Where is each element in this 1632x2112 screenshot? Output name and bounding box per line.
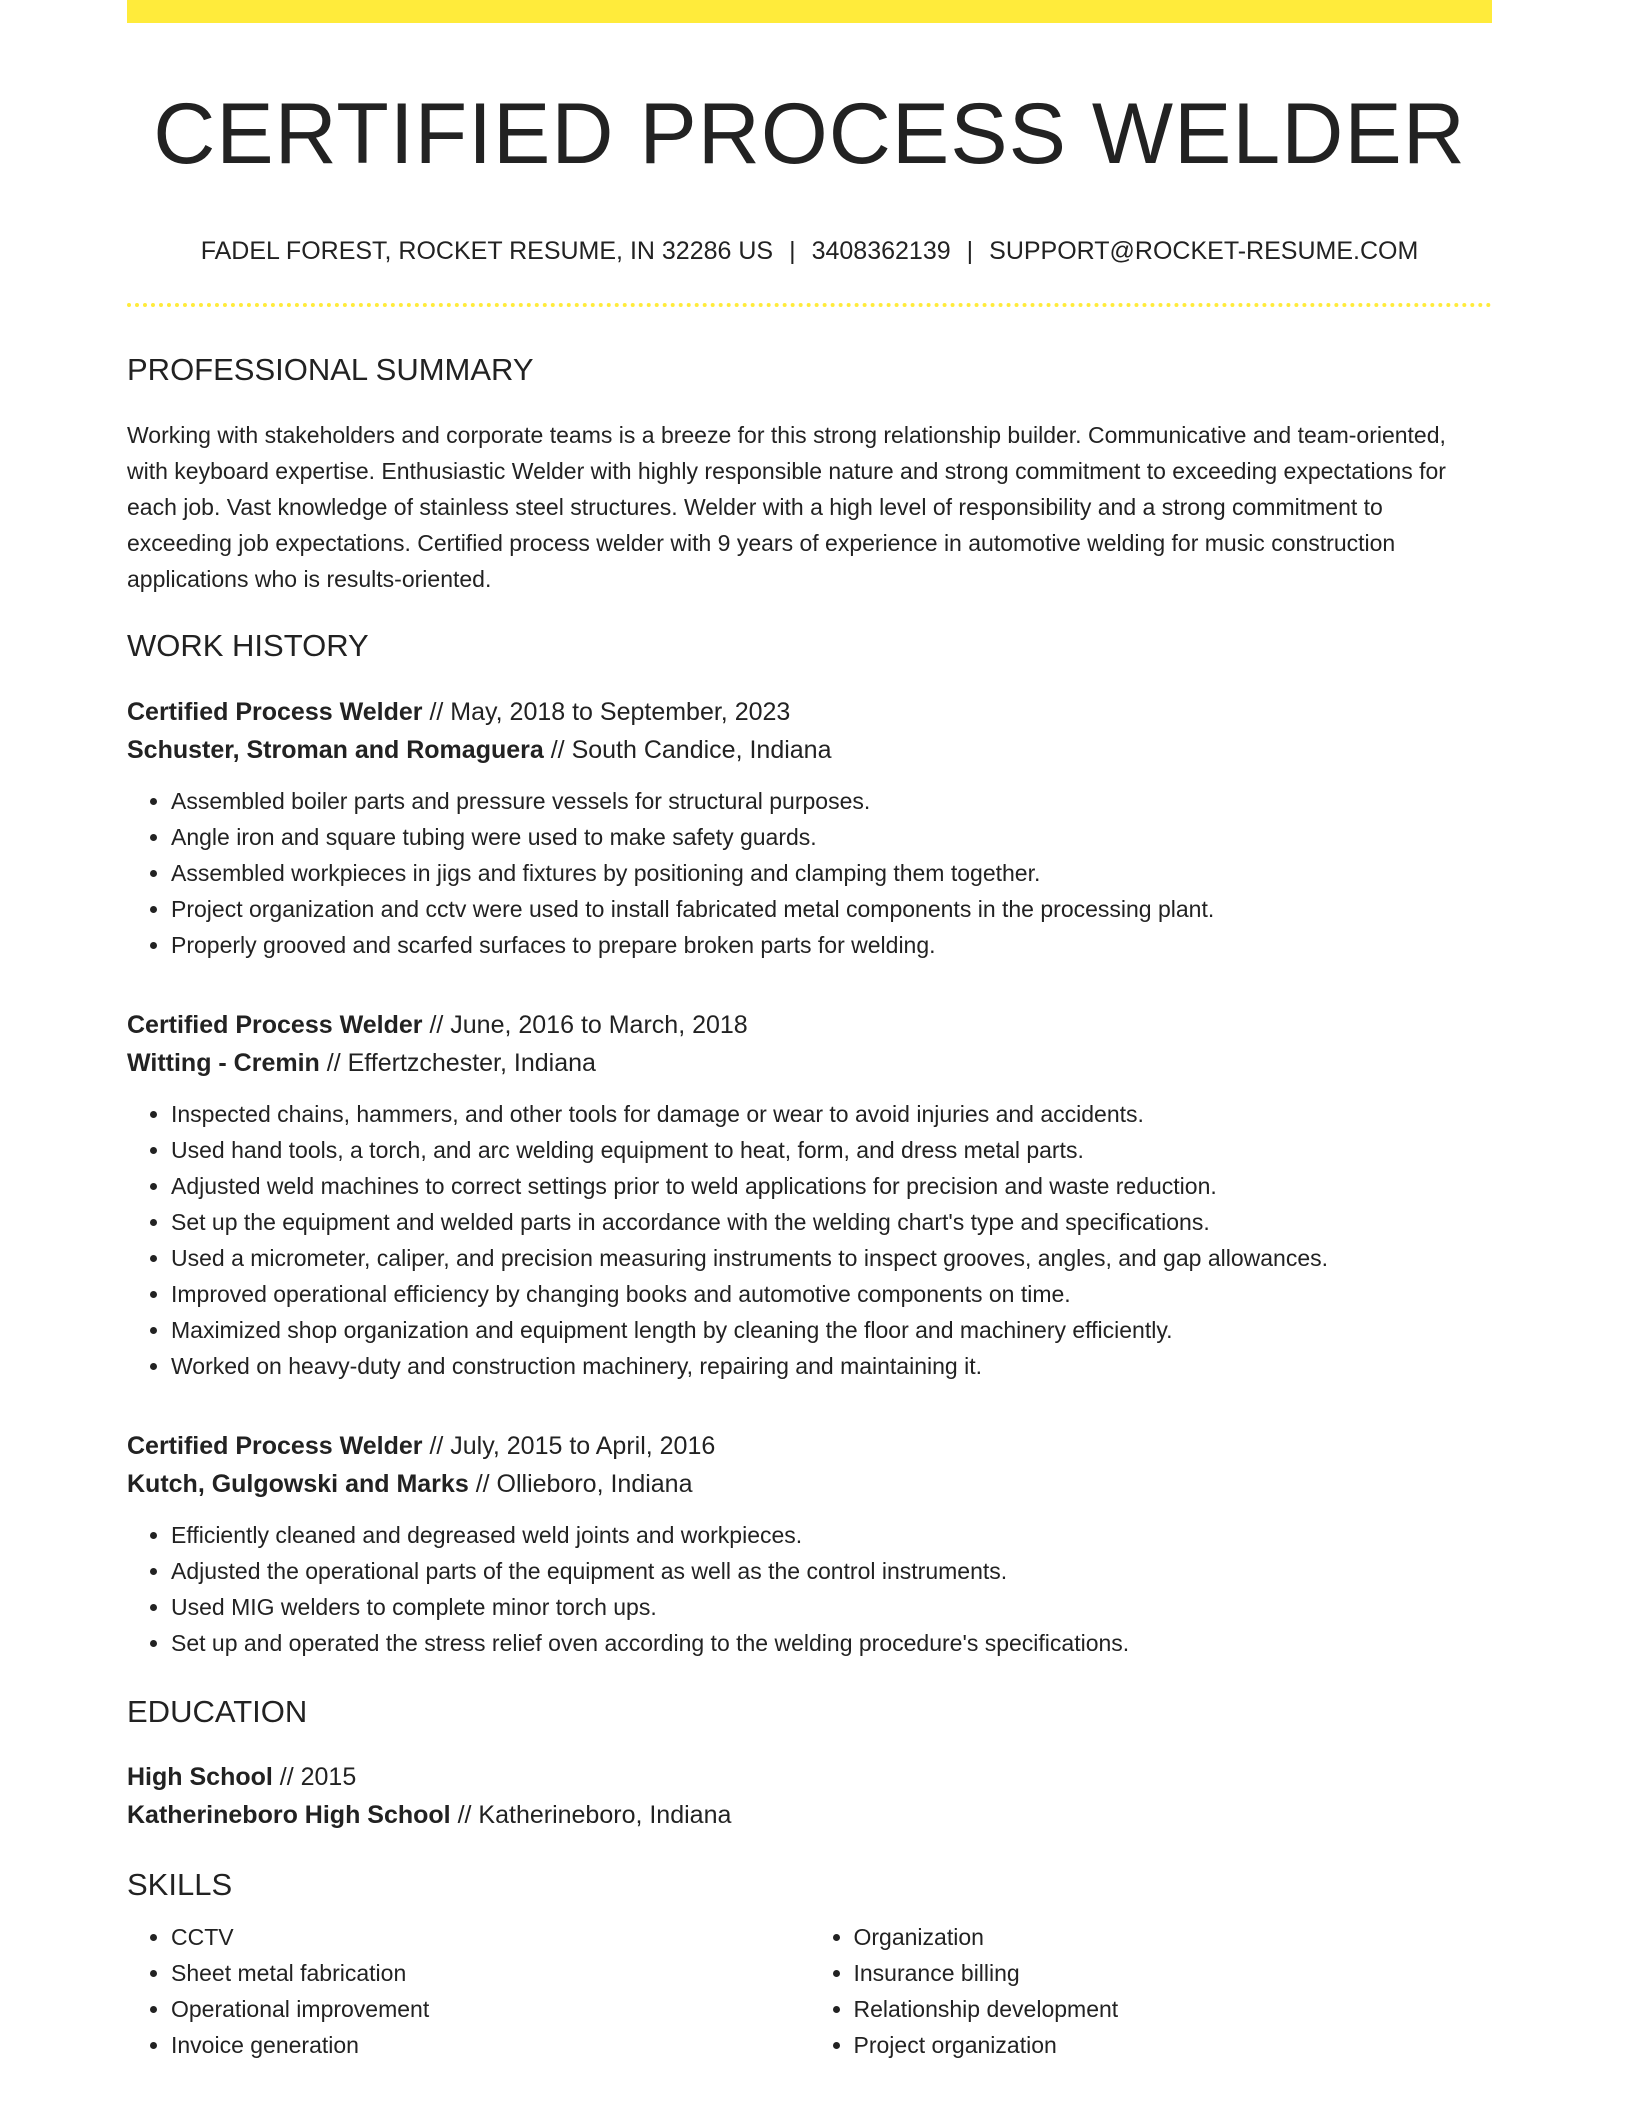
education-location: // Katherineboro, Indiana <box>457 1800 732 1829</box>
skills-column-left <box>127 1919 810 2063</box>
job-company: Kutch, Gulgowski and Marks <box>127 1469 469 1498</box>
job-role-line <box>127 693 1492 731</box>
contact-email: SUPPORT@ROCKET-RESUME.COM <box>989 237 1419 266</box>
skills-column-right <box>810 1919 1493 2063</box>
job-company: Schuster, Stroman and Romaguera <box>127 735 544 764</box>
job-bullet: • Maximized shop organization and equipment length by cleaning the floor and machinery efficiently. <box>171 1312 1492 1348</box>
job-company-line <box>127 1044 1492 1082</box>
job-dates: // June, 2016 to March, 2018 <box>429 1010 748 1039</box>
section-title-summary: PROFESSIONAL SUMMARY <box>127 352 534 388</box>
skill-item: • Operational improvement <box>171 1991 810 2027</box>
job-bullet: • Inspected chains, hammers, and other tools for damage or wear to avoid injuries and accidents. <box>171 1096 1492 1132</box>
job-dates: // July, 2015 to April, 2016 <box>429 1431 716 1460</box>
job-bullet: • Used MIG welders to complete minor torch ups. <box>171 1589 1492 1625</box>
job-location: // Ollieboro, Indiana <box>475 1469 693 1498</box>
job-role-line <box>127 1427 1492 1465</box>
job-bullet: • Project organization and cctv were used to install fabricated metal components in the processing plant. <box>171 891 1492 927</box>
job-bullet: • Properly grooved and scarfed surfaces to prepare broken parts for welding. <box>171 927 1492 963</box>
contact-line <box>127 236 1492 266</box>
education-year: // 2015 <box>279 1762 357 1791</box>
job-location: // Effertzchester, Indiana <box>326 1048 596 1077</box>
job-dates: // May, 2018 to September, 2023 <box>429 697 791 726</box>
skill-item: • Project organization <box>854 2027 1493 2063</box>
education-degree: High School <box>127 1762 273 1791</box>
job-bullet: • Used hand tools, a torch, and arc welding equipment to heat, form, and dress metal parts. <box>171 1132 1492 1168</box>
dotted-divider <box>127 303 1492 307</box>
education-entry <box>127 1758 1492 1834</box>
job-bullets <box>127 1096 1492 1384</box>
job-entry <box>127 693 1492 963</box>
job-location: // South Candice, Indiana <box>550 735 832 764</box>
job-company-line <box>127 731 1492 769</box>
education-school: Katherineboro High School <box>127 1800 451 1829</box>
job-role-line <box>127 1006 1492 1044</box>
section-title-work-history: WORK HISTORY <box>127 628 369 664</box>
job-bullet: • Angle iron and square tubing were used to make safety guards. <box>171 819 1492 855</box>
job-entry <box>127 1427 1492 1661</box>
job-bullet: • Set up and operated the stress relief oven according to the welding procedure's specifications. <box>171 1625 1492 1661</box>
job-bullet: • Assembled boiler parts and pressure vessels for structural purposes. <box>171 783 1492 819</box>
contact-separator: | <box>966 237 974 266</box>
job-bullet: • Efficiently cleaned and degreased weld joints and workpieces. <box>171 1517 1492 1553</box>
section-title-skills: SKILLS <box>127 1866 233 1902</box>
job-bullet: • Set up the equipment and welded parts in accordance with the welding chart's type and specifications. <box>171 1204 1492 1240</box>
contact-address: FADEL FOREST, ROCKET RESUME, IN 32286 US <box>200 237 774 266</box>
education-degree-line <box>127 1758 1492 1796</box>
job-entry <box>127 1006 1492 1384</box>
job-bullets <box>127 783 1492 963</box>
job-bullet: • Adjusted weld machines to correct settings prior to weld applications for precision and waste reduction. <box>171 1168 1492 1204</box>
job-company-line <box>127 1465 1492 1503</box>
job-role: Certified Process Welder <box>127 697 423 726</box>
skill-item: • Sheet metal fabrication <box>171 1955 810 1991</box>
job-bullet: • Assembled workpieces in jigs and fixtures by positioning and clamping them together. <box>171 855 1492 891</box>
skill-item: • Invoice generation <box>171 2027 810 2063</box>
job-bullet: • Adjusted the operational parts of the equipment as well as the control instruments. <box>171 1553 1492 1589</box>
summary-text: Working with stakeholders and corporate teams is a breeze for this strong relationship builder. Communicative and team-oriented, with keyboard expertise. Enthusiastic Welder with highly responsible nature and strong commitment to exceeding expectations for each job. Vast knowledge of stainless steel structures. Welder with a high level of responsibility and a strong commitment to exceeding job expectations. Certified process welder with 9 years of experience in automotive welding for music construction applications who is results-oriented. <box>127 422 1446 593</box>
resume-name: CERTIFIED PROCESS WELDER <box>153 86 1466 182</box>
skill-item: • Organization <box>854 1919 1493 1955</box>
contact-separator: | <box>789 237 796 266</box>
education-school-line <box>127 1796 1492 1834</box>
job-role: Certified Process Welder <box>127 1431 423 1460</box>
accent-top-bar <box>127 0 1492 23</box>
resume-page <box>127 0 1492 2063</box>
skill-item: • CCTV <box>171 1919 810 1955</box>
job-company: Witting - Cremin <box>127 1048 320 1077</box>
skill-item: • Insurance billing <box>854 1955 1493 1991</box>
job-bullet: • Improved operational efficiency by changing books and automotive components on time. <box>171 1276 1492 1312</box>
job-role: Certified Process Welder <box>127 1010 423 1039</box>
job-bullet: • Used a micrometer, caliper, and precision measuring instruments to inspect grooves, angles, and gap allowances. <box>171 1240 1492 1276</box>
skills-grid <box>127 1919 1492 2063</box>
section-title-education: EDUCATION <box>127 1693 308 1729</box>
job-bullets <box>127 1517 1492 1661</box>
skill-item: • Relationship development <box>854 1991 1493 2027</box>
job-bullet: • Worked on heavy-duty and construction machinery, repairing and maintaining it. <box>171 1348 1492 1384</box>
contact-phone: 3408362139 <box>811 237 951 266</box>
